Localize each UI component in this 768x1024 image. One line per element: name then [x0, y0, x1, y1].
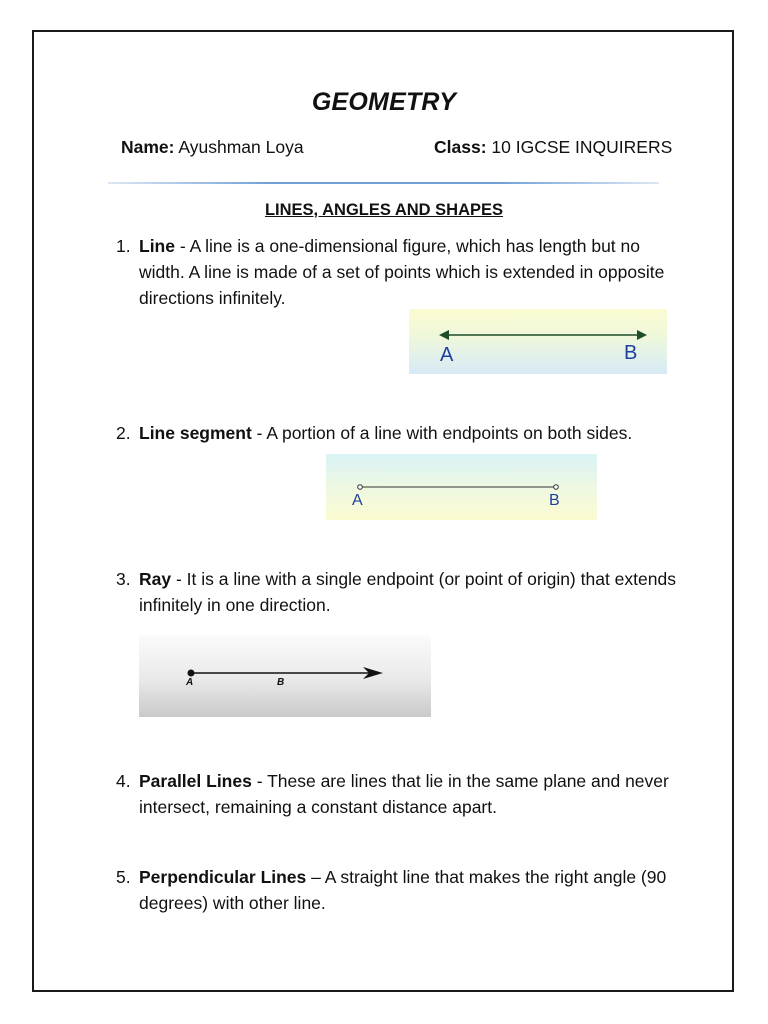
class-value: 10 IGCSE INQUIRERS	[491, 137, 673, 157]
page-title: GEOMETRY	[311, 88, 457, 116]
item-number: 1.	[116, 236, 131, 256]
item-description: - A line is a one-dimensional figure, which has length but no width. A line is made of a set of points which is extended in opposite directions infinitely.	[139, 236, 665, 308]
student-class	[434, 137, 672, 158]
item-description: - These are lines that lie in the same plane and never intersect, remaining a constant distance apart.	[139, 771, 669, 817]
point-a-label: A	[186, 677, 194, 688]
line-figure	[409, 309, 667, 374]
item-number: 5.	[116, 867, 131, 887]
line-segment-figure	[326, 454, 597, 520]
point-a-label: A	[352, 492, 363, 509]
name-value: Ayushman Loya	[178, 137, 304, 157]
item-number: 4.	[116, 771, 131, 791]
section-heading: LINES, ANGLES AND SHAPES	[264, 201, 504, 219]
list-item-perpendicular-lines	[116, 864, 676, 916]
point-b-label: B	[277, 677, 285, 688]
list-item-parallel-lines	[116, 768, 676, 820]
item-term: Parallel Lines	[139, 771, 252, 791]
header-divider	[108, 182, 659, 184]
class-label: Class:	[434, 137, 487, 157]
list-item-line	[116, 233, 676, 311]
item-term: Ray	[139, 569, 172, 589]
item-number: 3.	[116, 569, 131, 589]
item-term: Perpendicular Lines	[139, 867, 307, 887]
item-number: 2.	[116, 423, 131, 443]
item-description: - A portion of a line with endpoints on both sides.	[251, 423, 633, 443]
item-term: Line	[139, 236, 175, 256]
point-b-label: B	[549, 492, 560, 509]
item-description: – A straight line that makes the right angle (90 degrees) with other line.	[139, 867, 667, 913]
item-description: - It is a line with a single endpoint (or point of origin) that extends infinitely in one direction.	[139, 569, 676, 615]
list-item-ray	[116, 566, 676, 618]
point-b-label: B	[624, 342, 638, 364]
name-label: Name:	[121, 137, 175, 157]
item-term: Line segment	[139, 423, 252, 443]
student-name	[121, 137, 304, 158]
point-a-label: A	[440, 344, 454, 366]
ray-figure	[139, 635, 431, 717]
list-item-line-segment	[116, 420, 676, 446]
